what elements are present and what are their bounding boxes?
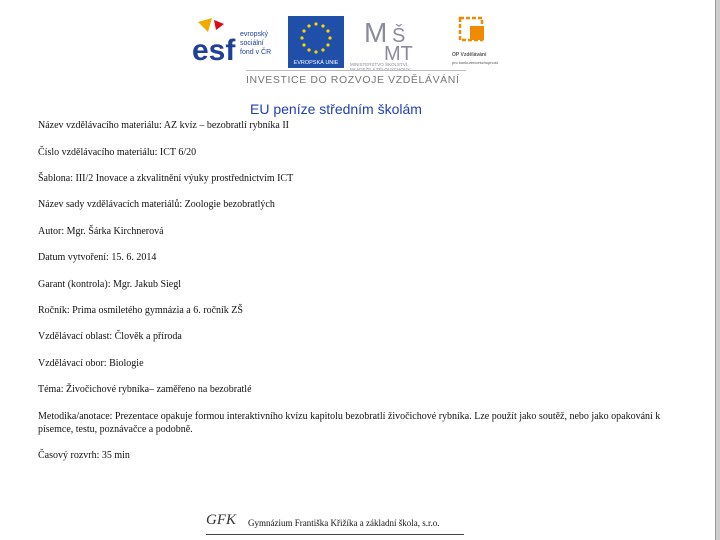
- logo-strip: [190, 12, 510, 72]
- field-material-number: Číslo vzdělávacího materiálu: ICT 6/20: [38, 147, 197, 158]
- msmt-logo: [350, 12, 438, 72]
- field-grade: Ročník: Prima osmiletého gymnázia a 6. ročník ZŠ: [38, 305, 243, 316]
- eu-label: EVROPSKÁ UNIE: [293, 60, 339, 66]
- field-date: Datum vytvoření: 15. 6. 2014: [38, 252, 157, 263]
- footer-rule: [206, 534, 464, 535]
- field-subject: Vzdělávací obor: Biologie: [38, 358, 144, 369]
- field-set-name: Název sady vzdělávacích materiálů: Zoologie bezobratlých: [38, 199, 275, 210]
- field-methodology: Metodika/anotace: Prezentace opakuje formou interaktivního kvízu kapitolu bezobratlí živočichové rybníka. Lze použít jako soutěž, nebo jako opakování k písemce, testu, poznávačce a podobně.: [38, 411, 661, 435]
- field-author: Autor: Mgr. Šárka Kirchnerová: [38, 226, 164, 237]
- svg-text:M: M: [364, 17, 388, 48]
- svg-text:Š: Š: [392, 25, 406, 47]
- school-name: Gymnázium Františka Křižíka a základní škola, s.r.o.: [248, 518, 440, 528]
- investice-banner: INVESTICE DO ROZVOJE VZDĚLÁVÁNÍ: [246, 70, 466, 94]
- esf-line-1: evropský: [240, 31, 269, 38]
- field-template: Šablona: III/2 Inovace a zkvalitnění výuky prostřednictvím ICT: [38, 173, 294, 184]
- svg-text:esf: esf: [192, 34, 236, 67]
- esf-logo: [190, 16, 280, 68]
- op-line-1: OP Vzdělávání: [452, 52, 487, 58]
- page-edge-shadow: [716, 0, 720, 540]
- document-title: EU peníze středním školám: [250, 101, 422, 117]
- gfk-logo: GFK: [206, 512, 236, 528]
- svg-text:MT: MT: [384, 43, 413, 65]
- field-material-name: Název vzdělávacího materiálu: AZ kvíz – bezobratlí rybníka II: [38, 120, 290, 131]
- op-line-2: pro konkurenceschopnost: [452, 60, 498, 65]
- footer: [206, 512, 506, 536]
- field-area: Vzdělávací oblast: Člověk a příroda: [38, 331, 182, 342]
- field-time: Časový rozvrh: 35 min: [38, 450, 130, 461]
- eu-flag-logo: [288, 16, 344, 68]
- msmt-line-2: MLÁDEŽE A TĚLOVÝCHOVY: [350, 67, 410, 72]
- esf-line-2: sociální: [240, 40, 264, 47]
- msmt-line-1: MINISTERSTVO ŠKOLSTVÍ,: [350, 62, 409, 67]
- field-topic: Téma: Živočichové rybníka– zaměřeno na bezobratlé: [38, 384, 252, 395]
- esf-line-3: fond v ČR: [240, 49, 272, 56]
- field-guarantor: Garant (kontrola): Mgr. Jakub Siegl: [38, 279, 182, 290]
- op-vk-logo: [448, 14, 510, 72]
